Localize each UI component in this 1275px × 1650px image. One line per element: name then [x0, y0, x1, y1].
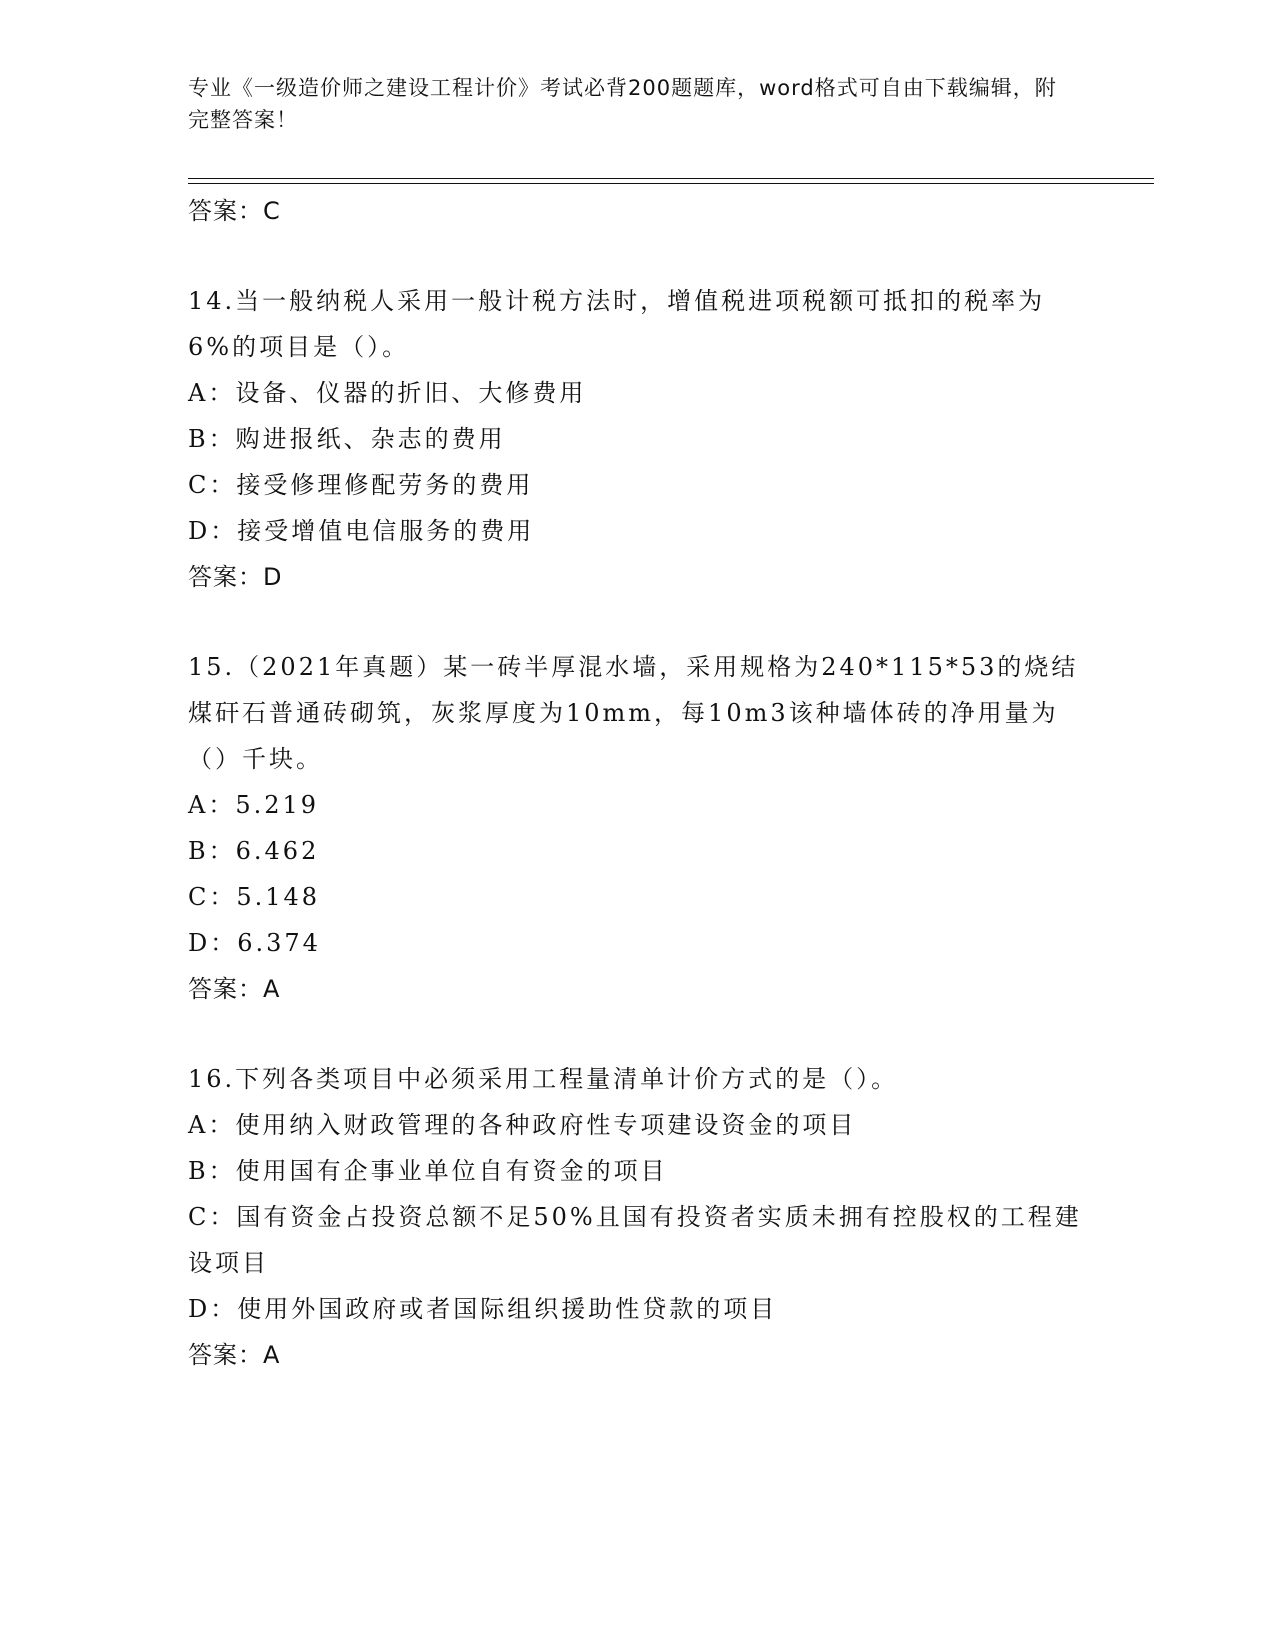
option-c: C：国有资金占投资总额不足50%且国有投资者实质未拥有控股权的工程建设项目	[188, 1203, 1082, 1277]
option-c: C：接受修理修配劳务的费用	[188, 471, 534, 499]
document-content	[188, 188, 1088, 1378]
question-stem: 14.当一般纳税人采用一般计税方法时，增值税进项税额可抵扣的税率为6%的项目是（）。	[188, 287, 1046, 361]
option-b: B：使用国有企事业单位自有资金的项目	[188, 1157, 668, 1185]
previous-answer: 答案：C	[188, 197, 281, 225]
option-d: D：接受增值电信服务的费用	[188, 517, 535, 545]
header-divider-bottom	[188, 183, 1154, 184]
option-d: D：使用外国政府或者国际组织援助性贷款的项目	[188, 1295, 778, 1323]
option-b: B：购进报纸、杂志的费用	[188, 425, 506, 453]
option-b: B：6.462	[188, 837, 320, 865]
question-16	[188, 1056, 1088, 1378]
answer: 答案：A	[188, 975, 281, 1003]
option-a: A：5.219	[188, 791, 320, 819]
document-header: 专业《一级造价师之建设工程计价》考试必背200题题库，word格式可自由下载编辑，附完整答案！	[188, 76, 1057, 132]
header-divider-top	[188, 178, 1154, 179]
answer: 答案：A	[188, 1341, 281, 1369]
answer: 答案：D	[188, 563, 283, 591]
option-a: A：设备、仪器的折旧、大修费用	[188, 379, 587, 407]
question-15	[188, 644, 1088, 1012]
question-14	[188, 278, 1088, 600]
question-stem: 15.（2021年真题）某一砖半厚混水墙，采用规格为240*115*53的烧结煤矸石普通砖砌筑，灰浆厚度为10mm，每10m3该种墙体砖的净用量为（）千块。	[188, 653, 1079, 773]
option-a: A：使用纳入财政管理的各种政府性专项建设资金的项目	[188, 1111, 857, 1139]
question-stem: 16.下列各类项目中必须采用工程量清单计价方式的是（）。	[188, 1065, 899, 1093]
option-c: C：5.148	[188, 883, 321, 911]
option-d: D：6.374	[188, 929, 321, 957]
